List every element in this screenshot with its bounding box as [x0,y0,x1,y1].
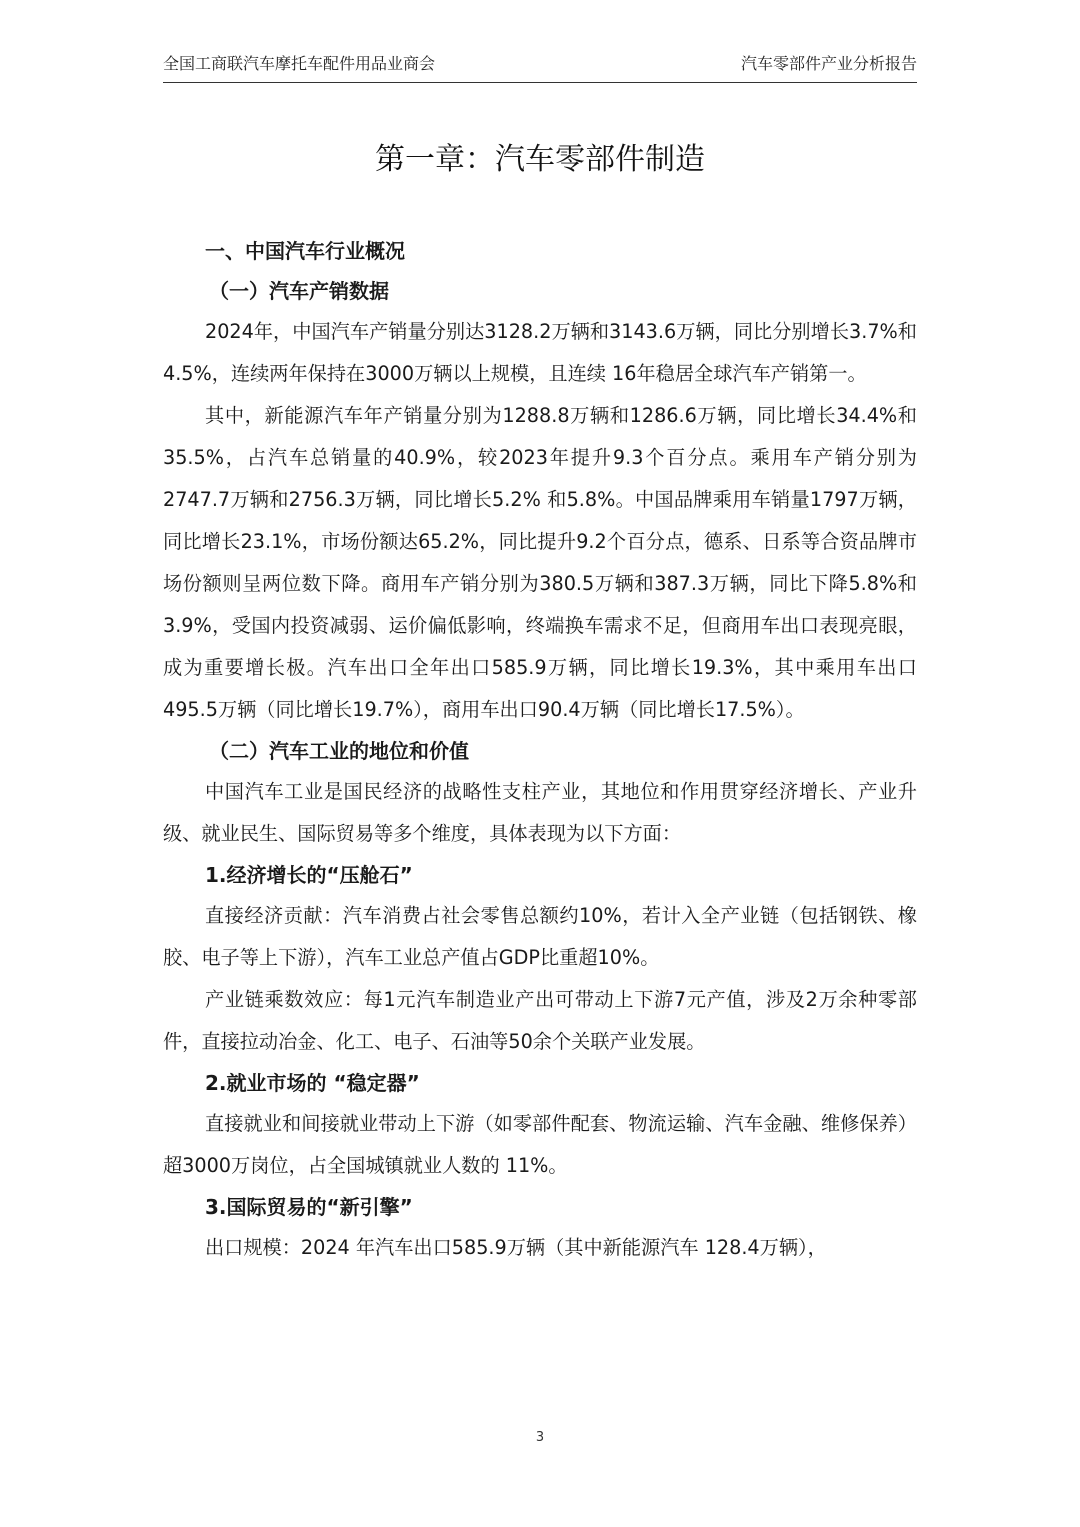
page-header [163,50,917,83]
header-report-title: 汽车零部件产业分析报告 [740,54,917,73]
paragraph: 中国汽车工业是国民经济的战略性支柱产业，其地位和作用贯穿经济增长、产业升级、就业民生、国际贸易等多个维度，具体表现为以下方面： [163,780,917,845]
paragraph: 其中，新能源汽车年产销量分别为1288.8万辆和1286.6万辆，同比增长34.4%和35.5%，占汽车总销量的40.9%，较2023年提升9.3个百分点。乘用车产销分别为2747.7万辆和2756.3万辆，同比增长5.2% 和5.8%。中国品牌乘用车销量1797万辆，同比增长23.1%，市场份额达65.2%，同比提升9.2个百分点，德系、日系等合资品牌市场份额则呈两位数下降。商用车产销分别为380.5万辆和387.3万辆，同比下降5.8%和3.9%，受国内投资减弱、运价偏低影响，终端换车需求不足，但商用车出口表现亮眼，成为重要增长极。汽车出口全年出口585.9万辆，同比增长19.3%，其中乘用车出口495.5万辆（同比增长19.7%），商用车出口90.4万辆（同比增长17.5%）。 [163,404,917,721]
subsection-heading: （一）汽车产销数据 [209,279,389,303]
section-heading: 一、中国汽车行业概况 [205,239,405,263]
header-organization: 全国工商联汽车摩托车配件用品业商会 [163,54,436,73]
paragraph: 出口规模：2024 年汽车出口585.9万辆（其中新能源汽车 128.4万辆）， [205,1236,827,1259]
paragraph: 产业链乘数效应：每1元汽车制造业产出可带动上下游7元产值，涉及2万余种零部件，直接拉动冶金、化工、电子、石油等50余个关联产业发展。 [163,988,917,1053]
paragraph: 直接就业和间接就业带动上下游（如零部件配套、物流运输、汽车金融、维修保养）超3000万岗位，占全国城镇就业人数的 11%。 [163,1112,917,1177]
paragraph: 2024年，中国汽车产销量分别达3128.2万辆和3143.6万辆，同比分别增长3.7%和4.5%，连续两年保持在3000万辆以上规模，且连续 16年稳居全球汽车产销第一。 [163,320,917,385]
item-heading: 2.就业市场的 “稳定器” [205,1071,420,1095]
item-heading: 3.国际贸易的“新引擎” [205,1195,413,1219]
page-body [163,231,917,1269]
paragraph: 直接经济贡献：汽车消费占社会零售总额约10%，若计入全产业链（包括钢铁、橡胶、电子等上下游），汽车工业总产值占GDP比重超10%。 [163,904,917,969]
item-heading: 1.经济增长的“压舱石” [205,863,413,887]
subsection-heading: （二）汽车工业的地位和价值 [209,739,469,763]
chapter-title: 第一章：汽车零部件制造 [375,142,705,177]
page-number: 3 [535,1430,545,1445]
